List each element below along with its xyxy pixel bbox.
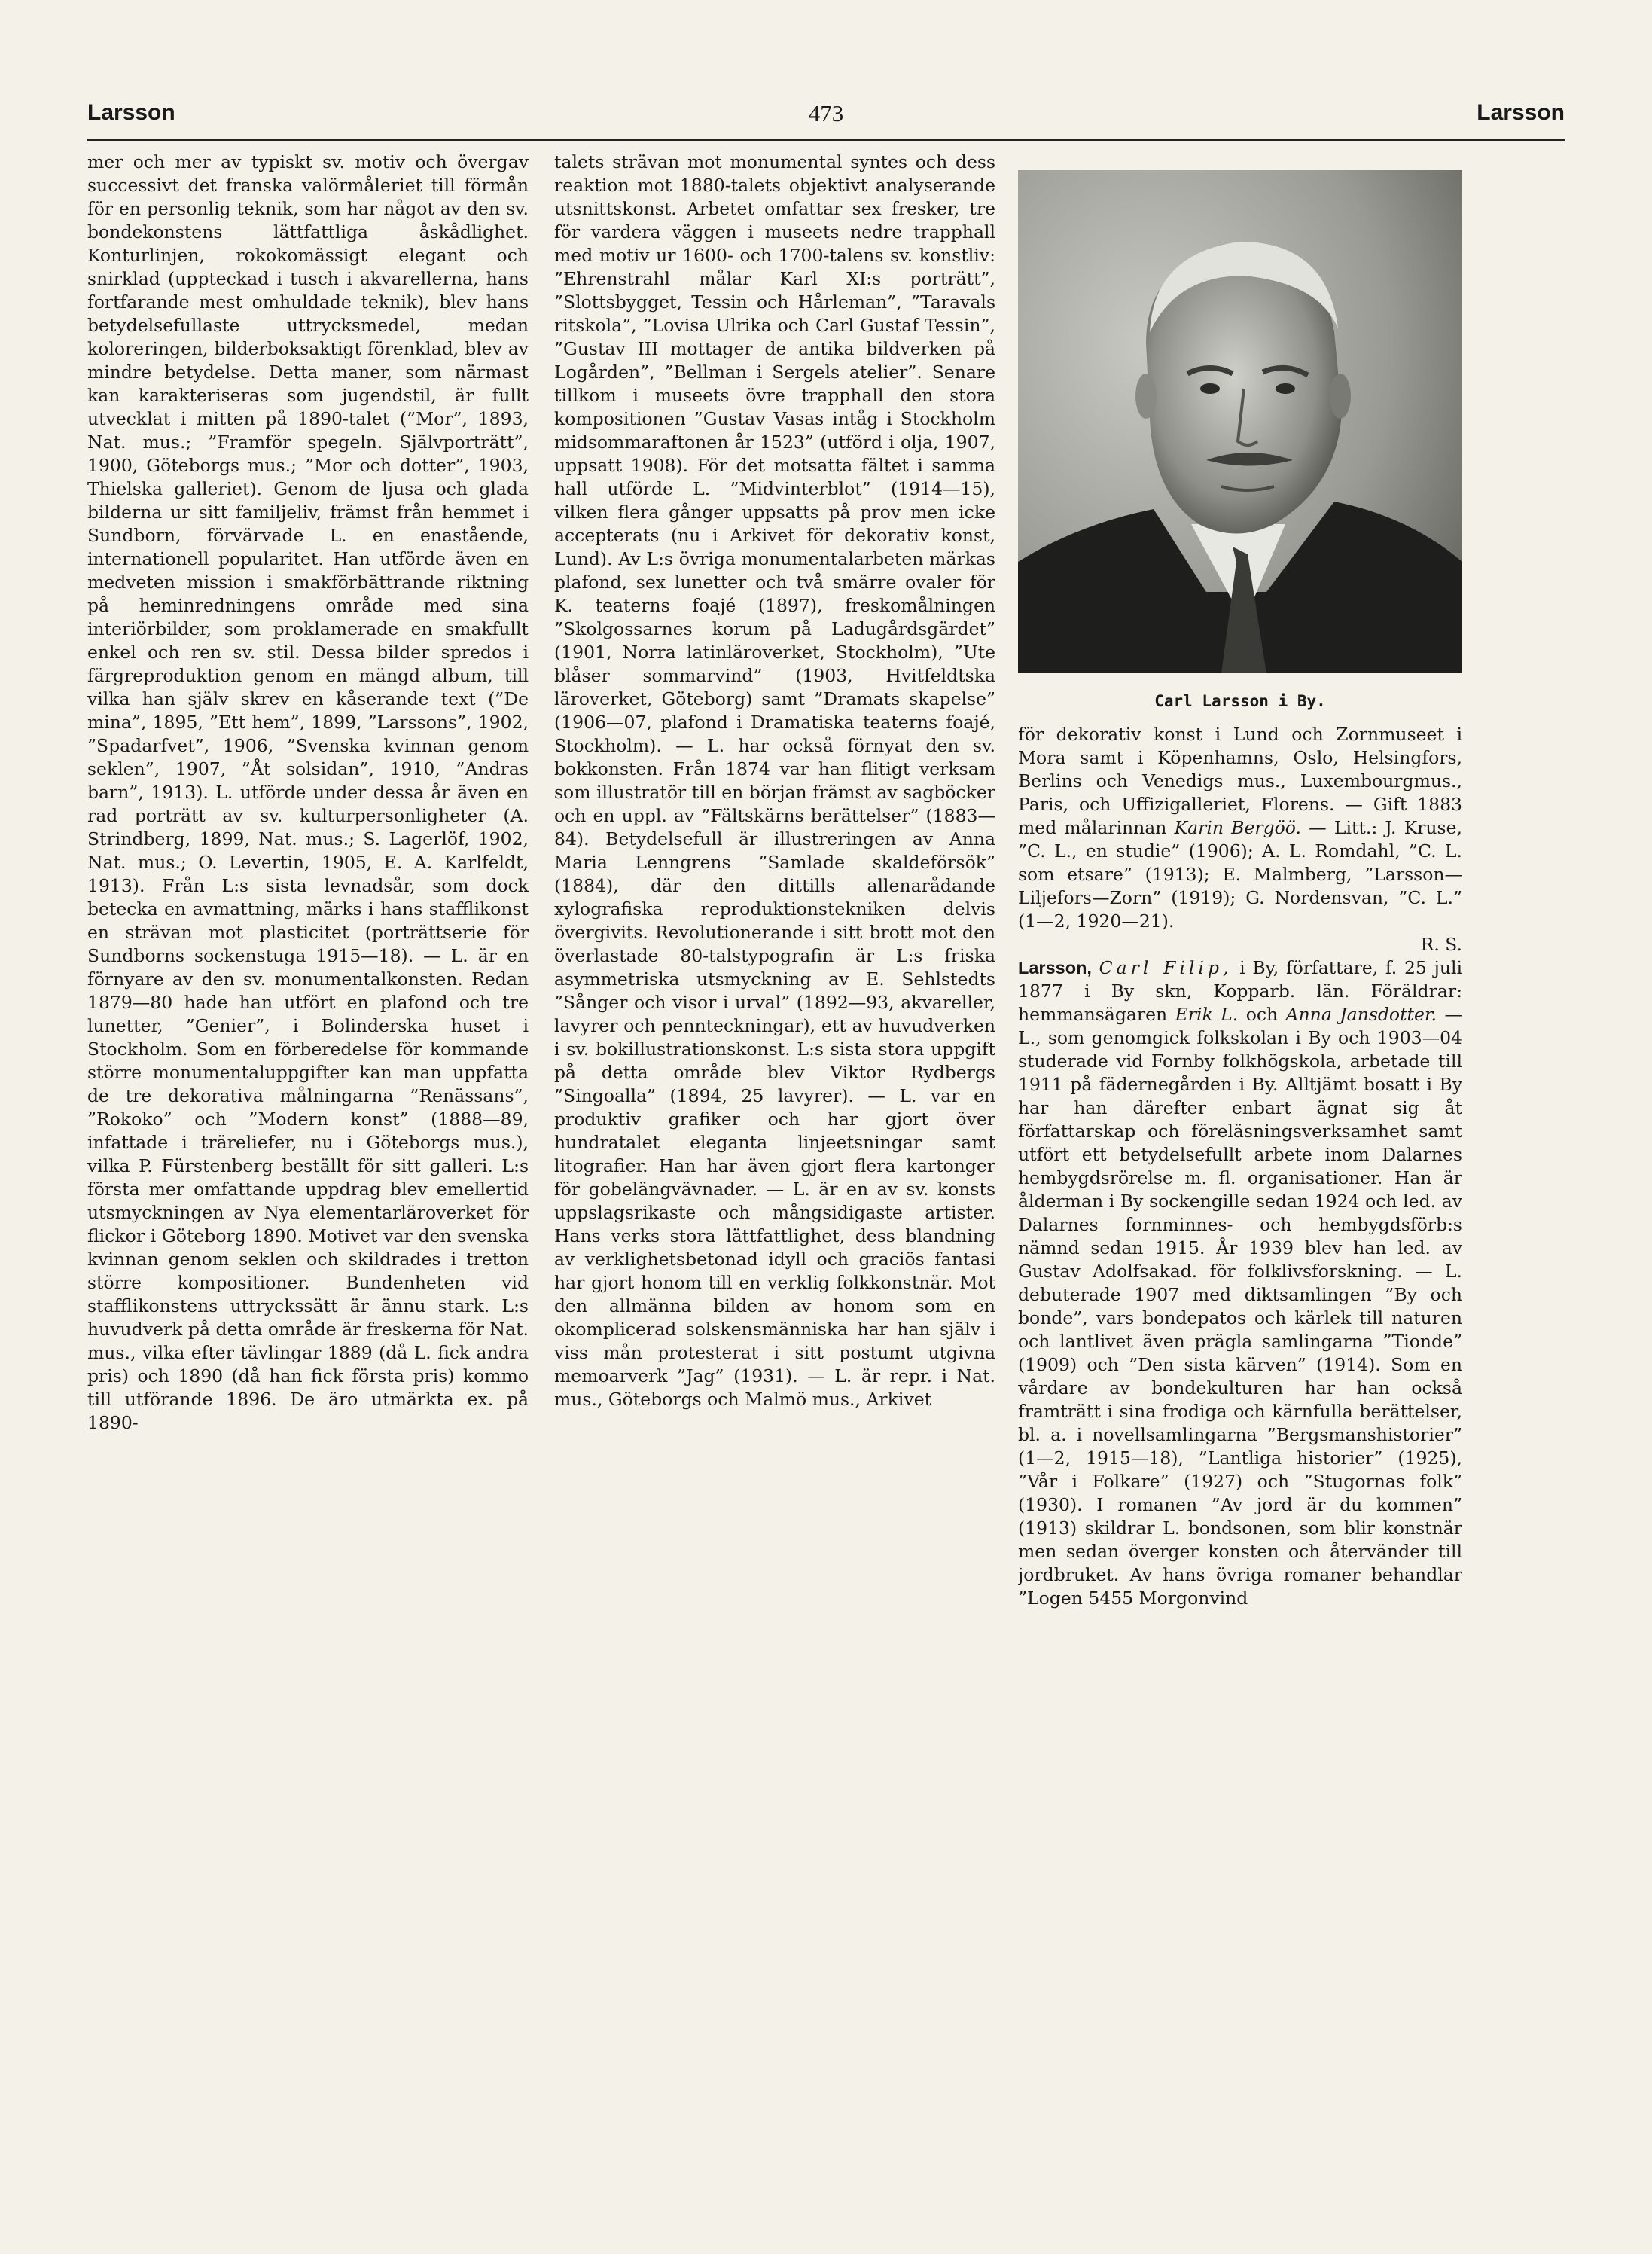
- photo-caption: Carl Larsson i By.: [1154, 692, 1326, 710]
- entry-and: och: [1245, 1004, 1279, 1025]
- entry-carl-filip: [1018, 956, 1462, 1610]
- entry-text-a: i By, författare, f. 25 juli 1877 i By skn, Kopparb. län. Föräldrar: hemmansägaren: [1018, 957, 1462, 1025]
- running-head-left: Larsson: [87, 100, 175, 125]
- mother-name: Anna Jansdotter.: [1285, 1004, 1437, 1025]
- author-signature: R. S.: [1420, 934, 1462, 955]
- entry-headword: Larsson,: [1018, 958, 1092, 978]
- column-3-para-1: [1018, 723, 1462, 933]
- entry-given-name: Carl Filip,: [1099, 957, 1233, 978]
- portrait-photo: [1018, 170, 1462, 673]
- page-header: [87, 100, 1565, 138]
- column-2: [554, 151, 995, 2167]
- column-2-text: talets strävan mot monumental syntes och dess reaktion mot 1880-talets objektivt analyserande utsnittskonst. Arbetet omfattar sex fresker, tre för vardera väggen i museets nedre trapphall med motiv ur 1600- och 1700-talens sv. konstliv: ”Ehrenstrahl målar Karl XI:s porträtt”, ”Slottsbygget, Tessin och Hårleman”, ”Taravals ritskola”, ”Lovisa Ulrika och Carl Gustaf Tessin”, ”Gustav III mottager de antika bildverken på Logården”, ”Bellman i Sergels atelier”. Senare tillkom i museets övre trapphall den stora kompositionen ”Gustav Vasas intåg i Stockholm midsommaraftonen år 1523” (utförd i olja, 1907, uppsatt 1908). För det motsatta fältet i samma hall utförde L. ”Midvinterblot” (1914—15), vilken flera gånger uppsatts på prov men icke accepterats (nu i Arkivet för dekorativ konst, Lund). Av L:s övriga monumentalarbeten märkas plafond, sex lunetter och två smärre ovaler för K. teaterns foajé (1897), freskomålningen ”Skolgossarnes korum på Ladugårdsgärdet” (1901, Norra latinläroverket, Stockholm), ”Ute blåser sommarvind” (1903, Hvitfeldtska läroverket, Göteborg) samt ”Dramats skapelse” (1906—07, plafond i Dramatiska teaterns foajé, Stockholm). — L. har också förnyat den sv. bokkonsten. Från 1874 var han flitigt verksam som illustratör till en början främst av sagböcker och en uppl. av ”Fältskärns berättelser” (1883—84). Betydelsefull är illustreringen av Anna Maria Lenngrens ”Samlade skaldeförsök” (1884), där den dittills allenarådande xylografiska reproduktionstekniken delvis övergivits. Revolutionerande i sitt brott mot den överlastade 80-talstypografin är L:s friska asymmetriska utsmyckning av E. Sehlstedts ”Sånger och visor i urval” (1892—93, akvareller, lavyrer och pennteckningar), ett av huvudverken i sv. bokillustrationskonst. L:s sista stora uppgift på detta område blev Viktor Rydbergs ”Singoalla” (1894, 25 lavyrer). — L. var en produktiv grafiker och har gjort över hundratalet eleganta linjeetsningar samt litografier. Han har även gjort flera kartonger för gobelängvävnader. — L. är en av sv. konsts uppslagsrikaste och mångsidigaste artister. Hans verks stora lättfattlighet, dess blandning av verklighetsbetonad idyll och graciös fantasi har gjort honom till en verklig folkkonstnär. Mot den allmänna bilden av honom som en okomplicerad solskensmänniska har han själv i viss mån protesterat i sitt postumt utgivna memoarverk ”Jag” (1931). — L. är repr. i Nat. mus., Göteborgs och Malmö mus., Arkivet: [554, 151, 995, 1410]
- column-3: [1018, 151, 1462, 2167]
- para1b-text: — Litt.: J. Kruse, ”C. L., en studie” (1906); A. L. Romdahl, ”C. L. som etsare” (1913); E. Malmberg, ”Larsson—Liljefors—Zorn” (1919); G. Nordensvan, ”C. L.” (1—2, 1920—21).: [1018, 817, 1462, 932]
- spouse-name: Karin Bergöö.: [1174, 817, 1301, 838]
- header-rule: [87, 139, 1565, 141]
- entry-text-b: — L., som genomgick folkskolan i By och 1903—04 studerade vid Fornby folkhögskola, arbetade till 1911 på fädernegården i By. Alltjämt bosatt i By har han därefter enbart ägnat sig åt författarskap och föreläsningsverksamhet samt utfört ett betydelsefullt arbete inom Dalarnes hembygdsrörelse m. fl. organisationer. Han är ålderman i By sockengille sedan 1924 och led. av Dalarnes fornminnes- och hembygdsförb:s nämnd sedan 1915. År 1939 blev han led. av Gustav Adolfsakad. för folklivsforskning. — L. debuterade 1907 med diktsamlingen ”By och bonde”, vars bondepatos och kärlek till naturen och lantlivet även prägla samlingarna ”Tionde” (1909) och ”Den sista kärven” (1914). Som en vårdare av bondekulturen har han också framträtt i sina frodiga och kärnfulla berättelser, bl. a. i novellsamlingarna ”Bergsmanshistorier” (1—2, 1915—18), ”Lantliga historier” (1925), ”Vår i Folkare” (1927) och ”Stugornas folk” (1930). I romanen ”Av jord är du kommen” (1913) skildrar L. bondsonen, som blir konstnär men sedan överger konsten och återvänder till jordbruket. Av hans övriga romaner behandlar ”Logen 5455 Morgonvind: [1018, 1004, 1462, 1609]
- para1-text: för dekorativ konst i Lund och Zornmuseet i Mora samt i Köpenhamns, Oslo, Helsingfors, Berlins och Venedigs mus., Luxembourgmus., Paris, och Uffizigalleriet, Florens. — Gift 1883 med målarinnan: [1018, 724, 1462, 838]
- portrait-image: [1018, 170, 1462, 673]
- page-number: 473: [808, 100, 844, 127]
- father-name: Erik L.: [1175, 1004, 1239, 1025]
- running-head-right: Larsson: [1477, 100, 1565, 125]
- column-1: [87, 151, 529, 2167]
- column-1-text: mer och mer av typiskt sv. motiv och övergav successivt det franska valörmåleriet till förmån för en personlig teknik, som har något av den sv. bondekonstens lättfattliga åskådlighet. Konturlinjen, rokokomässigt elegant och snirklad (uppteckad i tusch i akvarellerna, hans fortfarande mest omhuldade teknik), blev hans betydelsefullaste uttrycksmedel, medan koloreringen, bilderboksaktigt förenklad, blev av mindre betydelse. Detta maner, som närmast kan karakteriseras som jugendstil, är fullt utvecklat i mitten på 1890-talet (”Mor”, 1893, Nat. mus.; ”Framför spegeln. Självporträtt”, 1900, Göteborgs mus.; ”Mor och dotter”, 1903, Thielska galleriet). Genom de ljusa och glada bilderna ur sitt familjeliv, främst från hemmet i Sundborn, förvärvade L. en enastående, internationell popularitet. Han utförde även en medveten mission i smakförbättrande riktning på heminredningens område med sina interiörbilder, som proklamerade en smakfullt enkel och ren sv. stil. Dessa bilder spredos i färgreproduktion genom en mängd album, till vilka han själv skrev en kåserande text (”De mina”, 1895, ”Ett hem”, 1899, ”Larssons”, 1902, ”Spadarfvet”, 1906, ”Svenska kvinnan genom seklen”, 1907, ”Åt solsidan”, 1910, ”Andras barn”, 1913). L. utförde under dessa år även en rad porträtt av sv. kulturpersonligheter (A. Strindberg, 1899, Nat. mus.; S. Lagerlöf, 1902, Nat. mus.; O. Levertin, 1905, E. A. Karlfeldt, 1913). Från L:s sista levnadsår, som dock betecka en avmattning, märks i hans stafflikonst en strävan mot plasticitet (porträttserie för Sundborns sockenstuga 1915—18). — L. är en förnyare av den sv. monumentalkonsten. Redan 1879—80 hade han utfört en plafond och tre lunetter, ”Genier”, i Bolinderska huset i Stockholm. Som en förberedelse för kommande större monumentaluppgifter kan man uppfatta de tre dekorativa målningarna ”Renässans”, ”Rokoko” och ”Modern konst” (1888—89, infattade i träreliefer, nu i Göteborgs mus.), vilka P. Fürstenberg beställt för sitt galleri. L:s första mer omfattande uppdrag blev emellertid utsmyckningen av Nya elementarläroverket för flickor i Göteborg 1890. Motivet var den svenska kvinnan genom seklen och skildrades i tretton större kompositioner. Bundenheten vid stafflikonstens uttryckssätt är ännu stark. L:s huvudverk på detta område är freskerna för Nat. mus., vilka efter tävlingar 1889 (då L. fick andra pris) och 1890 (då han fick första pris) kommo till utförande 1896. De äro utmärkta ex. på 1890-: [87, 151, 529, 1433]
- column-3-text: [1018, 723, 1462, 2167]
